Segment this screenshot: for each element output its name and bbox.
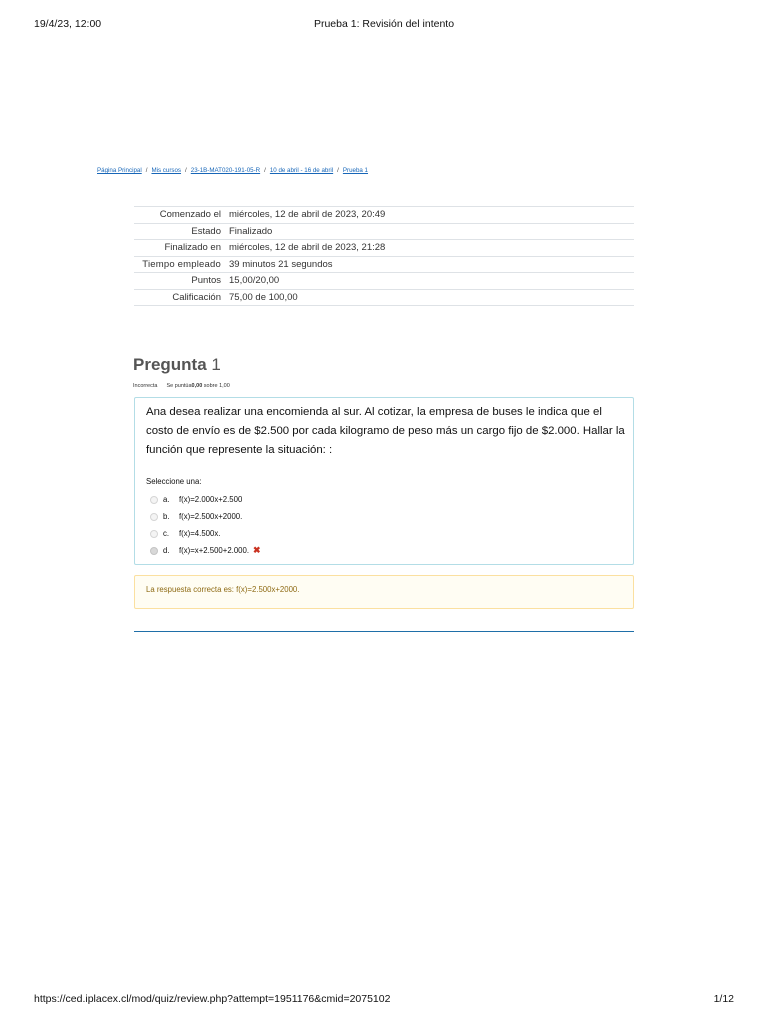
answer-option-a[interactable] [150, 491, 261, 508]
option-text: f(x)=4.500x. [179, 529, 221, 538]
section-divider [134, 631, 634, 632]
question-score-value: 0,00 [191, 383, 203, 389]
question-title-word: Pregunta [133, 355, 207, 374]
summary-row-started [134, 207, 634, 224]
option-text: f(x)=2.000x+2.500 [179, 495, 243, 504]
print-header [34, 18, 734, 32]
radio-button[interactable] [150, 530, 158, 538]
summary-label: Puntos [191, 275, 221, 286]
question-number: 1 [211, 355, 221, 374]
question-state: Incorrecta [133, 383, 158, 389]
cross-icon: ✖ [253, 545, 261, 555]
radio-button[interactable] [150, 496, 158, 504]
summary-value: 15,00/20,00 [229, 275, 280, 286]
feedback-text: La respuesta correcta es: f(x)=2.500x+2000. [146, 585, 300, 594]
radio-button[interactable] [150, 513, 158, 521]
correct-answer-feedback [134, 575, 634, 609]
summary-row-time-taken [134, 256, 634, 273]
summary-value: miércoles, 12 de abril de 2023, 21:28 [229, 242, 386, 253]
question-text: Ana desea realizar una encomienda al sur. Al cotizar, la empresa de buses le indica que el costo de envío es de $2.500 por cada kilogramo de peso más un cargo fijo de $2.000. Hallar la función que represente la situación: : [146, 406, 625, 456]
print-url: https://ced.iplacex.cl/mod/quiz/review.php?attempt=1951176&cmid=2075102 [34, 993, 391, 1005]
breadcrumb-quiz[interactable]: Prueba 1 [342, 167, 369, 174]
breadcrumb: Página Principal / Mis cursos / 23-1B-MAT020-191-05-R / 10 de abril - 16 de abril / Prueba 1 [97, 167, 369, 174]
summary-label: Estado [191, 225, 221, 237]
breadcrumb-week[interactable]: 10 de abril - 16 de abril [269, 167, 334, 174]
answer-option-c[interactable] [150, 525, 261, 542]
answer-option-b[interactable] [150, 508, 261, 525]
print-page-title: Prueba 1: Revisión del intento [313, 18, 455, 30]
radio-button-selected[interactable] [150, 547, 158, 555]
question-info [133, 383, 230, 389]
summary-label: Comenzado el [159, 209, 221, 220]
summary-value: 39 minutos 21 segundos [229, 258, 333, 270]
print-page-number: 1/12 [713, 993, 734, 1005]
summary-row-grade [134, 289, 634, 306]
summary-row-state [134, 223, 634, 240]
print-datetime: 19/4/23, 12:00 [34, 18, 102, 30]
question-score-prefix: Se puntúa [166, 383, 192, 389]
summary-row-marks [134, 273, 634, 290]
summary-label: Tiempo empleado [142, 258, 221, 270]
summary-label: Calificación [172, 291, 221, 303]
option-letter: d. [163, 546, 170, 555]
summary-value: miércoles, 12 de abril de 2023, 20:49 [229, 209, 386, 220]
option-letter: c. [163, 529, 170, 538]
breadcrumb-course[interactable]: 23-1B-MAT020-191-05-R [190, 167, 261, 174]
summary-value: Finalizado [229, 225, 273, 237]
option-text: f(x)=2.500x+2000. [179, 512, 243, 521]
option-text: f(x)=x+2.500+2.000. [179, 546, 250, 555]
breadcrumb-home[interactable]: Página Principal [97, 167, 142, 174]
summary-value: 75,00 de 100,00 [229, 291, 298, 303]
attempt-summary-table [134, 206, 634, 306]
question-score-suffix: sobre 1,00 [203, 383, 230, 389]
question-title [133, 355, 221, 375]
answer-option-d[interactable] [150, 542, 261, 559]
answer-prompt: Seleccione una: [146, 477, 202, 486]
breadcrumb-my-courses[interactable]: Mis cursos [151, 167, 182, 174]
option-letter: a. [163, 495, 170, 504]
print-footer [34, 993, 734, 1007]
summary-row-finished [134, 240, 634, 257]
answer-options [150, 491, 261, 559]
question-content-box [134, 397, 634, 565]
option-letter: b. [163, 512, 170, 521]
summary-label: Finalizado en [164, 242, 221, 253]
